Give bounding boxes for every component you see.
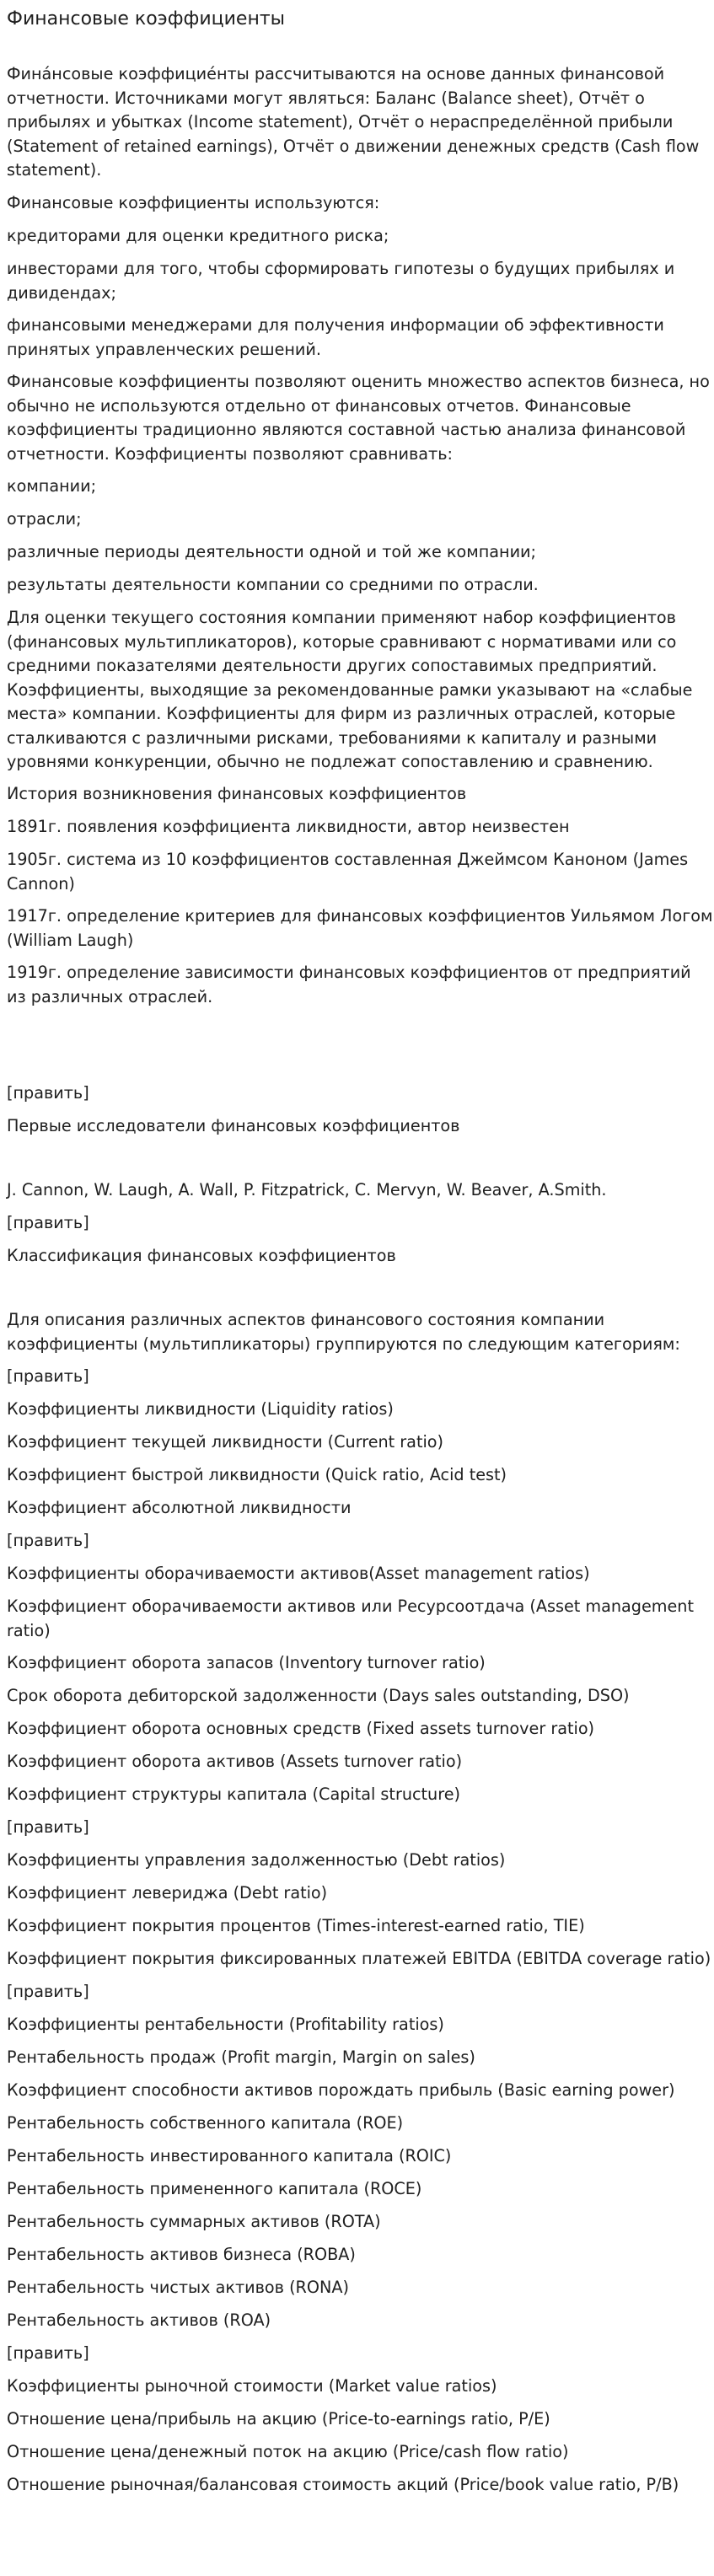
ratio-item: Коэффициент быстрой ликвидности (Quick ratio, Acid test) xyxy=(7,1465,507,1484)
usage-item-investors: инвесторами для того, чтобы сформировать гипотезы о будущих прибылях и дивидендах; xyxy=(7,259,675,303)
ratio-item: Коэффициент покрытия процентов (Times-interest-earned ratio, TIE) xyxy=(7,1916,585,1935)
ratio-item: Рентабельность активов бизнеса (ROBA) xyxy=(7,2245,356,2264)
edit-link[interactable] xyxy=(7,1211,713,1236)
ratio-item: Рентабельность примененного капитала (ROCE) xyxy=(7,2179,422,2198)
edit-link-anchor[interactable]: [править] xyxy=(7,1213,89,1232)
history-item-1917: 1917г. определение критериев для финансовых коэффициентов Уильямом Логом (William Laugh) xyxy=(7,906,713,950)
category-heading-profitability: Коэффициенты рентабельности (Profitability ratios) xyxy=(7,2015,444,2034)
edit-link[interactable] xyxy=(7,1816,713,1840)
category-heading-liquidity: Коэффициенты ликвидности (Liquidity ratios) xyxy=(7,1399,394,1419)
researchers-list: J. Cannon, W. Laugh, A. Wall, P. Fitzpatrick, C. Mervyn, W. Beaver, A.Smith. xyxy=(7,1180,607,1199)
history-item-1919: 1919г. определение зависимости финансовых коэффициентов от предприятий из различных отраслей. xyxy=(7,963,691,1006)
ratio-item: Рентабельность чистых активов (RONA) xyxy=(7,2278,349,2297)
usage-item-creditors: кредиторами для оценки кредитного риска; xyxy=(7,226,389,245)
edit-link[interactable] xyxy=(7,1365,713,1389)
edit-link-anchor[interactable]: [править] xyxy=(7,1817,89,1837)
compare-item-averages: результаты деятельности компании со средними по отрасли. xyxy=(7,575,539,594)
ratio-item: Рентабельность продаж (Profit margin, Margin on sales) xyxy=(7,2047,475,2067)
researchers-heading: Первые исследователи финансовых коэффициентов xyxy=(7,1116,460,1135)
ratio-item: Коэффициент оборачиваемости активов или Ресурсоотдача (Asset management ratio) xyxy=(7,1597,694,1640)
classification-paragraph: Для описания различных аспектов финансового состояния компании коэффициенты (мультипликаторы) группируются по следующим категориям: xyxy=(7,1310,680,1354)
ratio-item: Коэффициент способности активов порождать прибыль (Basic earning power) xyxy=(7,2080,675,2100)
edit-link-anchor[interactable]: [править] xyxy=(7,1366,89,1386)
ratio-item: Коэффициент левериджа (Debt ratio) xyxy=(7,1883,328,1902)
compare-item-periods: различные периоды деятельности одной и той же компании; xyxy=(7,542,536,561)
category-heading-asset-management: Коэффициенты оборачиваемости активов(Asset management ratios) xyxy=(7,1564,590,1583)
ratio-item: Отношение рыночная/балансовая стоимость акций (Price/book value ratio, P/B) xyxy=(7,2475,679,2494)
ratio-item: Коэффициент структуры капитала (Capital structure) xyxy=(7,1784,460,1804)
ratio-item: Коэффициент абсолютной ликвидности xyxy=(7,1498,352,1517)
assessment-paragraph: Для оценки текущего состояния компании применяют набор коэффициентов (финансовых мультипликаторов), которые сравнивают с нормативами или со средними показателями деятельности других сопоставимых предприятий. Коэффициенты, выходящие за рекомендованные рамки указывают на «слабые места» компании. Коэффициенты для фирм из различных отраслей, которые сталкиваются с различными рисками, требованиями к капиталу и разными уровнями конкуренции, обычно не подлежат сопоставлению и сравнению. xyxy=(7,608,693,771)
ratio-item: Коэффициент покрытия фиксированных платежей EBITDA (EBITDA coverage ratio) xyxy=(7,1949,711,1968)
edit-link-anchor[interactable]: [править] xyxy=(7,1531,89,1550)
intro-paragraph: Финáнсовые коэффициéнты рассчитываются на основе данных финансовой отчетности. Источниками могут являться: Баланс (Balance sheet), Отчёт о прибылях и убытках (Income statement), Отчёт о нераспределённой прибыли (Statement of retained earnings), Отчёт о движении денежных средств (Cash flow statement). xyxy=(7,64,700,180)
ratio-item: Отношение цена/прибыль на акцию (Price-to-earnings ratio, P/E) xyxy=(7,2409,550,2428)
ratio-item: Срок оборота дебиторской задолженности (Days sales outstanding, DSO) xyxy=(7,1686,630,1705)
edit-link[interactable] xyxy=(7,1081,713,1106)
ratio-item: Коэффициент оборота активов (Assets turnover ratio) xyxy=(7,1752,463,1771)
ratio-item: Коэффициент оборота запасов (Inventory turnover ratio) xyxy=(7,1653,486,1672)
classification-heading: Классификация финансовых коэффициентов xyxy=(7,1246,396,1265)
ratio-item: Отношение цена/денежный поток на акцию (Price/cash flow ratio) xyxy=(7,2442,569,2461)
usage-item-managers: финансовыми менеджерами для получения информации об эффективности принятых управленческих решений. xyxy=(7,315,664,359)
compare-item-industries: отрасли; xyxy=(7,509,82,529)
ratio-item: Рентабельность собственного капитала (ROE) xyxy=(7,2113,404,2133)
ratio-item: Рентабельность активов (ROA) xyxy=(7,2310,271,2330)
category-heading-debt: Коэффициенты управления задолженностью (Debt ratios) xyxy=(7,1850,506,1870)
ratio-item: Рентабельность инвестированного капитала (ROIC) xyxy=(7,2146,452,2165)
category-heading-market-value: Коэффициенты рыночной стоимости (Market value ratios) xyxy=(7,2376,497,2396)
history-item-1905: 1905г. система из 10 коэффициентов составленная Джеймсом Каноном (James Cannon) xyxy=(7,850,689,894)
ratio-item: Коэффициент оборота основных средств (Fixed assets turnover ratio) xyxy=(7,1719,595,1738)
history-item-1891: 1891г. появления коэффициента ликвидности, автор неизвестен xyxy=(7,817,570,836)
edit-link-anchor[interactable]: [править] xyxy=(7,1982,89,2001)
ratio-item: Рентабельность суммарных активов (ROTA) xyxy=(7,2212,381,2231)
edit-link-anchor[interactable]: [править] xyxy=(7,1083,89,1103)
edit-link[interactable] xyxy=(7,1529,713,1554)
edit-link[interactable] xyxy=(7,1980,713,2004)
usage-heading: Финансовые коэффициенты используются: xyxy=(7,193,380,212)
ratio-item: Коэффициент текущей ликвидности (Current ratio) xyxy=(7,1432,444,1452)
history-heading: История возникновения финансовых коэффициентов xyxy=(7,784,467,803)
edit-link-anchor[interactable]: [править] xyxy=(7,2343,89,2363)
edit-link[interactable] xyxy=(7,2342,713,2366)
compare-item-companies: компании; xyxy=(7,476,97,496)
comparison-paragraph: Финансовые коэффициенты позволяют оценить множество аспектов бизнеса, но обычно не используются отдельно от финансовых отчетов. Финансовые коэффициенты традиционно являются составной частью анализа финансовой отчетности. Коэффициенты позволяют сравнивать: xyxy=(7,372,710,464)
page-title: Финансовые коэффициенты xyxy=(7,8,286,30)
